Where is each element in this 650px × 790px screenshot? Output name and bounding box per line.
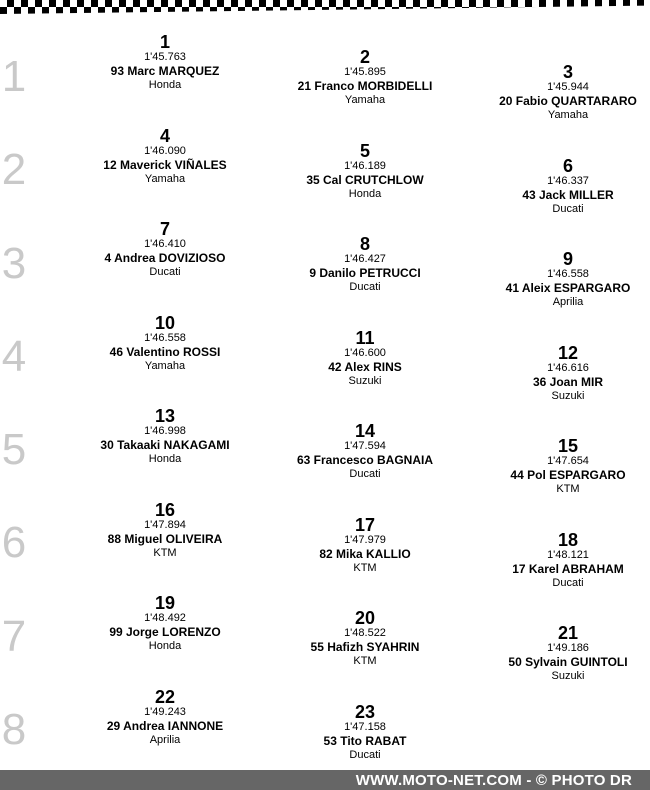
lap-time: 1'47.979	[344, 534, 386, 546]
grid-position: 12	[557, 343, 579, 363]
team-name: Ducati	[552, 577, 584, 589]
grid-slot	[65, 594, 265, 654]
photo-credit: WWW.MOTO-NET.COM - © PHOTO DR	[355, 772, 632, 789]
rider-name: 30 Takaaki NAKAGAMI	[100, 438, 230, 452]
grid-position: 18	[557, 530, 579, 550]
grid-slot	[468, 437, 650, 497]
rider-name: 93 Marc MARQUEZ	[110, 64, 220, 78]
rider-name: 21 Franco MORBIDELLI	[297, 79, 433, 93]
grid-slot	[265, 516, 465, 576]
rider-name: 9 Danilo PETRUCCI	[309, 266, 421, 280]
grid-slot	[468, 63, 650, 123]
grid-position: 7	[159, 219, 170, 239]
team-name: Honda	[148, 453, 182, 465]
team-name: KTM	[353, 655, 377, 667]
lap-time: 1'49.186	[547, 642, 589, 654]
grid-position: 5	[359, 141, 370, 161]
lap-time: 1'46.616	[547, 362, 589, 374]
grid-slot	[65, 127, 265, 187]
grid-slot	[468, 344, 650, 404]
grid-position: 3	[562, 62, 573, 82]
grid-position: 17	[354, 515, 376, 535]
lap-time: 1'45.895	[344, 66, 386, 78]
grid-position: 16	[154, 500, 176, 520]
rider-name: 35 Cal CRUTCHLOW	[306, 173, 424, 187]
lap-time: 1'46.189	[344, 160, 386, 172]
grid-row-number: 3	[1, 239, 27, 288]
footer-bar	[0, 770, 650, 790]
rider-name: 41 Aleix ESPARGARO	[505, 281, 631, 295]
grid-row-number: 2	[1, 145, 27, 194]
grid-position: 9	[562, 249, 573, 269]
grid-slot	[65, 407, 265, 467]
grid-slot	[265, 422, 465, 482]
lap-time: 1'46.090	[144, 145, 186, 157]
lap-time: 1'47.594	[344, 440, 386, 452]
lap-time: 1'48.522	[344, 627, 386, 639]
checkered-flag-banner	[0, 0, 650, 14]
team-name: Suzuki	[348, 375, 382, 387]
grid-position: 4	[159, 126, 170, 146]
rider-name: 4 Andrea DOVIZIOSO	[104, 251, 226, 265]
rider-name: 50 Sylvain GUINTOLI	[508, 655, 628, 669]
grid-position: 15	[557, 436, 579, 456]
rider-name: 63 Francesco BAGNAIA	[296, 453, 434, 467]
team-name: Ducati	[552, 203, 584, 215]
team-name: Yamaha	[144, 173, 186, 185]
grid-position: 20	[354, 608, 376, 628]
lap-time: 1'46.998	[144, 425, 186, 437]
rider-name: 99 Jorge LORENZO	[109, 625, 221, 639]
grid-slot	[468, 624, 650, 684]
rider-name: 42 Alex RINS	[328, 360, 402, 374]
grid-slot	[265, 235, 465, 295]
grid-row-number: 1	[1, 52, 27, 101]
lap-time: 1'48.492	[144, 612, 186, 624]
team-name: Honda	[148, 79, 182, 91]
rider-name: 53 Tito RABAT	[323, 734, 407, 748]
grid-position: 8	[359, 234, 370, 254]
grid-row-number: 6	[1, 518, 27, 567]
grid-row-number: 8	[1, 705, 27, 754]
team-name: Honda	[148, 640, 182, 652]
grid-position: 14	[354, 421, 376, 441]
team-name: Yamaha	[344, 94, 386, 106]
lap-time: 1'45.763	[144, 51, 186, 63]
lap-time: 1'49.243	[144, 706, 186, 718]
lap-time: 1'48.121	[547, 549, 589, 561]
grid-slot	[65, 220, 265, 280]
grid-position: 6	[562, 156, 573, 176]
grid-slot	[265, 703, 465, 763]
team-name: Honda	[348, 188, 382, 200]
rider-name: 43 Jack MILLER	[522, 188, 614, 202]
lap-time: 1'46.600	[344, 347, 386, 359]
team-name: KTM	[353, 562, 377, 574]
grid-slot	[265, 329, 465, 389]
lap-time: 1'47.894	[144, 519, 186, 531]
grid-position: 10	[154, 313, 176, 333]
team-name: KTM	[556, 483, 580, 495]
lap-time: 1'46.337	[547, 175, 589, 187]
grid-slot	[468, 250, 650, 310]
grid-position: 23	[354, 702, 376, 722]
team-name: Aprilia	[552, 296, 584, 308]
lap-time: 1'47.654	[547, 455, 589, 467]
team-name: Ducati	[149, 266, 181, 278]
grid-position: 13	[154, 406, 176, 426]
lap-time: 1'46.427	[344, 253, 386, 265]
team-name: Ducati	[349, 749, 381, 761]
team-name: KTM	[153, 547, 177, 559]
grid-position: 1	[159, 32, 170, 52]
grid-slot	[65, 314, 265, 374]
rider-name: 88 Miguel OLIVEIRA	[107, 532, 223, 546]
grid-position: 11	[355, 328, 375, 348]
grid-slot	[65, 33, 265, 93]
grid-slot	[468, 531, 650, 591]
rider-name: 20 Fabio QUARTARARO	[499, 94, 637, 108]
lap-time: 1'46.558	[144, 332, 186, 344]
rider-name: 46 Valentino ROSSI	[109, 345, 221, 359]
team-name: Suzuki	[551, 390, 585, 402]
lap-time: 1'47.158	[344, 721, 386, 733]
grid-slot	[468, 157, 650, 217]
grid-row-number: 4	[1, 332, 27, 381]
team-name: Ducati	[349, 281, 381, 293]
grid-slot	[265, 609, 465, 669]
rider-name: 29 Andrea IANNONE	[106, 719, 224, 733]
grid-row-number: 7	[1, 612, 27, 661]
grid-slot	[265, 48, 465, 108]
grid-position: 22	[154, 687, 176, 707]
team-name: Aprilia	[149, 734, 181, 746]
team-name: Ducati	[349, 468, 381, 480]
rider-name: 44 Pol ESPARGARO	[510, 468, 626, 482]
rider-name: 36 Joan MIR	[532, 375, 604, 389]
lap-time: 1'46.410	[144, 238, 186, 250]
rider-name: 12 Maverick VIÑALES	[103, 158, 227, 172]
rider-name: 55 Hafizh SYAHRIN	[310, 640, 420, 654]
grid-position: 21	[557, 623, 579, 643]
rider-name: 82 Mika KALLIO	[319, 547, 411, 561]
team-name: Yamaha	[144, 360, 186, 372]
rider-name: 17 Karel ABRAHAM	[512, 562, 624, 576]
grid-row-number: 5	[1, 425, 27, 474]
team-name: Suzuki	[551, 670, 585, 682]
grid-slot	[65, 501, 265, 561]
grid-position: 2	[359, 47, 370, 67]
lap-time: 1'45.944	[547, 81, 589, 93]
lap-time: 1'46.558	[547, 268, 589, 280]
grid-slot	[265, 142, 465, 202]
team-name: Yamaha	[547, 109, 589, 121]
grid-slot	[65, 688, 265, 748]
grid-position: 19	[154, 593, 176, 613]
